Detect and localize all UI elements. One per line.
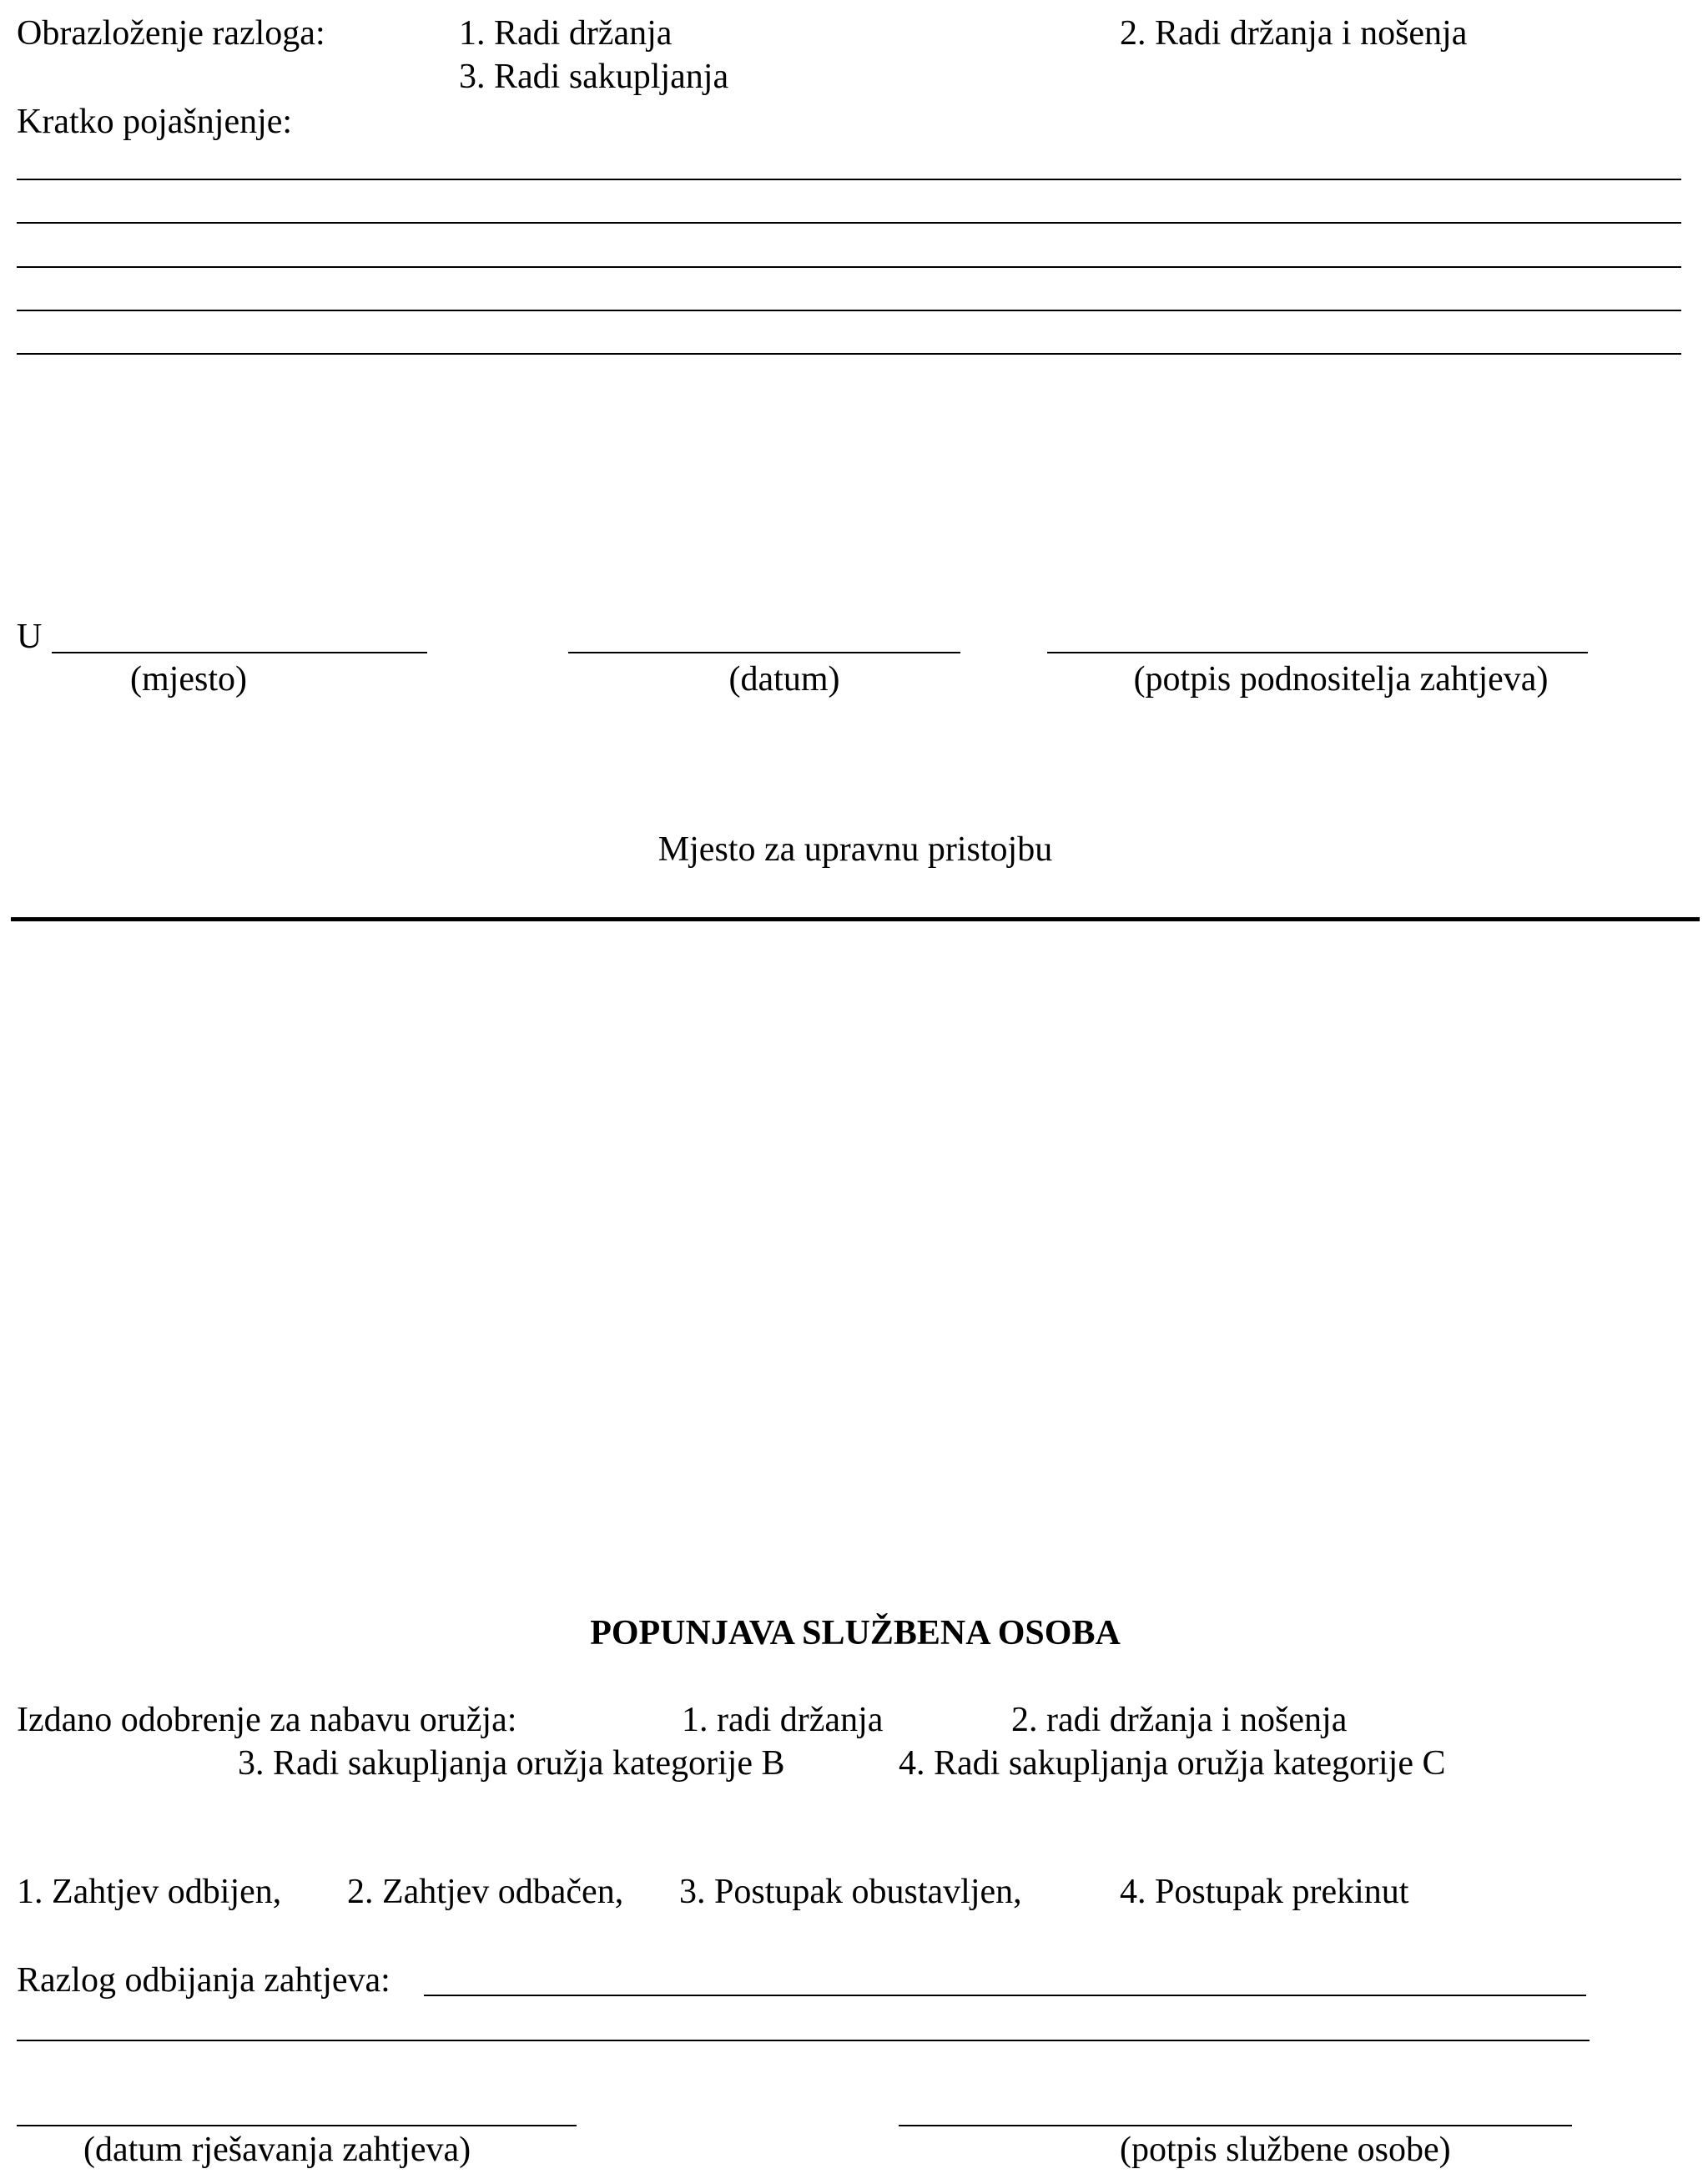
reason-option-1[interactable]: 1. Radi držanja [459,14,673,53]
short-explanation-label: Kratko pojašnjenje: [17,103,293,141]
outcome-option-4[interactable]: 4. Postupak prekinut [1120,1873,1409,1911]
approval-option-2[interactable]: 2. radi držanja i nošenja [1011,1701,1348,1739]
official-signature-field[interactable] [899,2125,1572,2126]
approval-option-3[interactable]: 3. Radi sakupljanja oružja kategorije B [238,1744,785,1783]
date-caption: (datum) [728,660,840,699]
reason-label: Obrazloženje razloga: [17,14,325,53]
rejection-reason-field-line-2[interactable] [17,2040,1590,2041]
resolution-date-field[interactable] [17,2125,577,2126]
outcome-option-3[interactable]: 3. Postupak obustavljen, [679,1873,1022,1911]
fee-label: Mjesto za upravnu pristojbu [658,830,1053,869]
rejection-reason-field[interactable] [424,1995,1586,1996]
explanation-line[interactable] [17,310,1681,311]
applicant-signature-field[interactable] [1047,652,1588,653]
reason-option-2[interactable]: 2. Radi držanja i nošenja [1120,14,1468,53]
reason-option-3[interactable]: 3. Radi sakupljanja [459,58,729,96]
outcome-option-1[interactable]: 1. Zahtjev odbijen, [17,1873,282,1911]
signature-caption: (potpis podnositelja zahtjeva) [1133,660,1549,699]
place-field[interactable] [52,652,427,653]
official-section-title: POPUNJAVA SLUŽBENA OSOBA [590,1614,1121,1652]
approval-option-1[interactable]: 1. radi držanja [682,1701,884,1739]
explanation-line[interactable] [17,179,1681,180]
place-caption: (mjesto) [130,660,247,699]
approval-label: Izdano odobrenje za nabavu oružja: [17,1701,517,1739]
official-signature-caption: (potpis službene osobe) [1120,2131,1451,2169]
explanation-line[interactable] [17,353,1681,355]
resolution-date-caption: (datum rješavanja zahtjeva) [83,2131,471,2169]
explanation-line[interactable] [17,266,1681,268]
approval-option-4[interactable]: 4. Radi sakupljanja oružja kategorije C [899,1744,1446,1783]
section-divider [11,917,1700,921]
u-label: U [17,618,43,656]
outcome-option-2[interactable]: 2. Zahtjev odbačen, [347,1873,624,1911]
explanation-line[interactable] [17,222,1681,224]
date-field[interactable] [568,652,960,653]
rejection-reason-label: Razlog odbijanja zahtjeva: [17,1961,390,2000]
